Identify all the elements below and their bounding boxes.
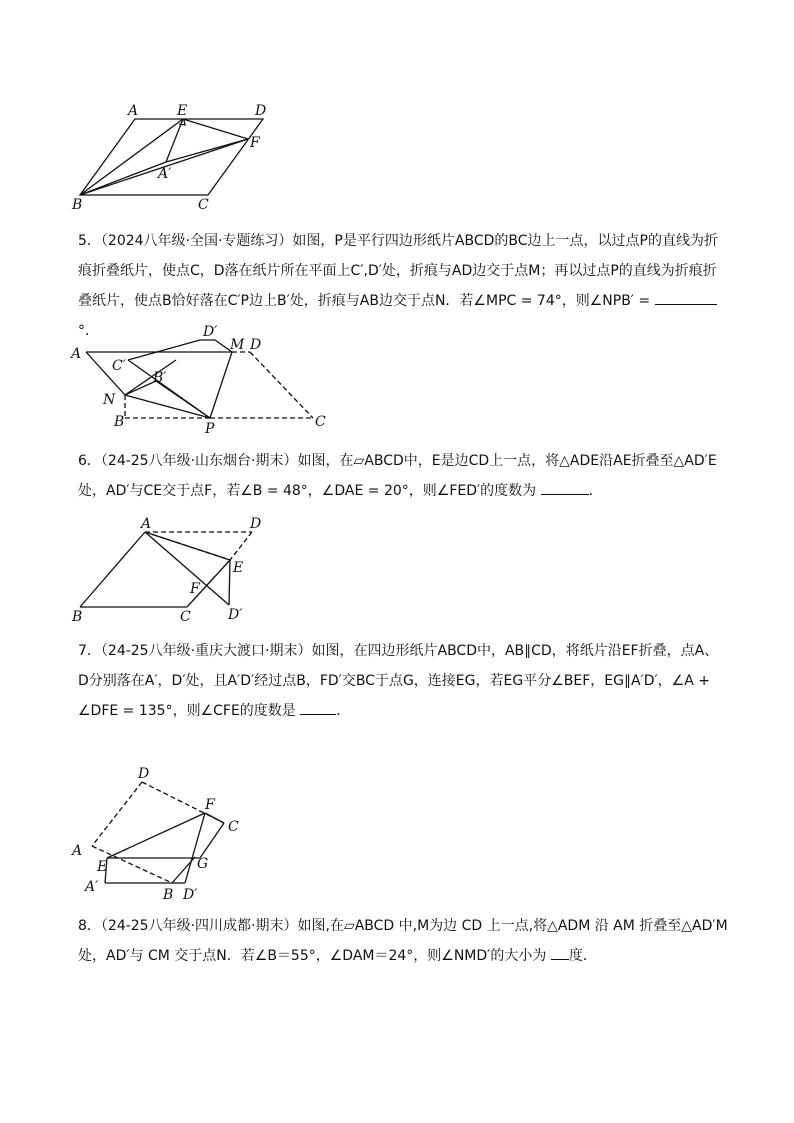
fig4-label-C: C — [228, 819, 239, 835]
fig1-label-A-prime: A′ — [158, 166, 172, 182]
fig1-label-F: F — [250, 135, 260, 151]
answer-blank-8[interactable] — [551, 943, 569, 960]
fig2-label-C: C — [315, 414, 326, 430]
question-8-text: 8．（24-25八年级·四川成都·期末）如图,在▱ABCD 中,M为边 CD 上一点,将△ADM 沿 AM 折叠至△AD′M处，AD′与 CM 交于点N．若∠B＝55°，∠DAM＝24°，则∠NMD′的大小为 — [78, 918, 728, 964]
fig3-label-F: F — [190, 581, 200, 597]
fig3-label-A: A — [141, 516, 152, 532]
fig3-label-E: E — [233, 560, 244, 576]
question-8-tail: 度． — [568, 948, 597, 964]
fig4-label-A: A — [72, 843, 83, 859]
fig2-label-M: M — [230, 337, 245, 353]
fig4-label-F: F — [205, 797, 215, 813]
fig1-label-C: C — [198, 197, 209, 213]
question-6-text: 6．（24-25八年级·山东烟台·期末）如图，在▱ABCD中，E是边CD上一点，将△ADE沿AE折叠至△AD′E处，AD′与CE交于点F，若∠B = 48°，∠DAE = 20°，则∠FED′的度数为 — [78, 453, 717, 499]
fig1-label-D: D — [255, 103, 267, 119]
fig4-label-A-prime: A′ — [85, 879, 99, 895]
fig2-label-C-prime: C′ — [112, 358, 126, 374]
fig4-label-B: B — [163, 887, 174, 903]
question-7-tail: ． — [336, 703, 351, 719]
question-5-text: 5．（2024八年级·全国·专题练习）如图，P是平行四边形纸片ABCD的BC边上一点，以过点P的直线为折痕折叠纸片，使点C，D落在纸片所在平面上C′,D′处，折痕与AD边交于点M；再以过点P的直线为折痕折叠纸片，使点B恰好落在C′P边上B′处，折痕与AB边交于点N．若∠MPC = 74°，则∠NPB′ = — [78, 233, 718, 309]
fig2-label-D-prime: D′ — [203, 324, 218, 340]
fig2-label-A: A — [71, 346, 82, 362]
fig2-label-B: B — [114, 414, 125, 430]
question-7-text: 7．（24-25八年级·重庆大渡口·期末）如图，在四边形纸片ABCD中，AB∥CD，将纸片沿EF折叠，点A、D分别落在A′，D′处，且A′D′经过点B，FD′交BC于点G，连接EG，若EG平分∠BEF，EG∥A′D′，∠A + ∠DFE = 135°，则∠CFE的度数是 — [78, 643, 719, 719]
fig2-label-N: N — [103, 392, 116, 408]
fig2-label-B-prime: B′ — [153, 370, 167, 386]
fig2-label-P: P — [205, 421, 215, 437]
fig4-label-D-prime: D′ — [183, 887, 198, 903]
fig1-label-A: A — [128, 103, 139, 119]
fig3-label-D-prime: D′ — [228, 607, 243, 623]
fig4-label-G: G — [197, 856, 209, 872]
fig1-label-E: E — [177, 103, 188, 119]
fig4-label-E: E — [97, 859, 108, 875]
fig3-label-C: C — [180, 609, 191, 625]
fig3-label-B: B — [72, 609, 83, 625]
fig1-label-B: B — [72, 197, 83, 213]
question-6-tail: ． — [588, 483, 603, 499]
question-8 — [78, 911, 728, 971]
question-5-tail: °． — [78, 323, 99, 339]
fig2-label-D: D — [250, 337, 262, 353]
fig3-label-D: D — [250, 516, 262, 532]
fig4-label-D: D — [138, 766, 150, 782]
